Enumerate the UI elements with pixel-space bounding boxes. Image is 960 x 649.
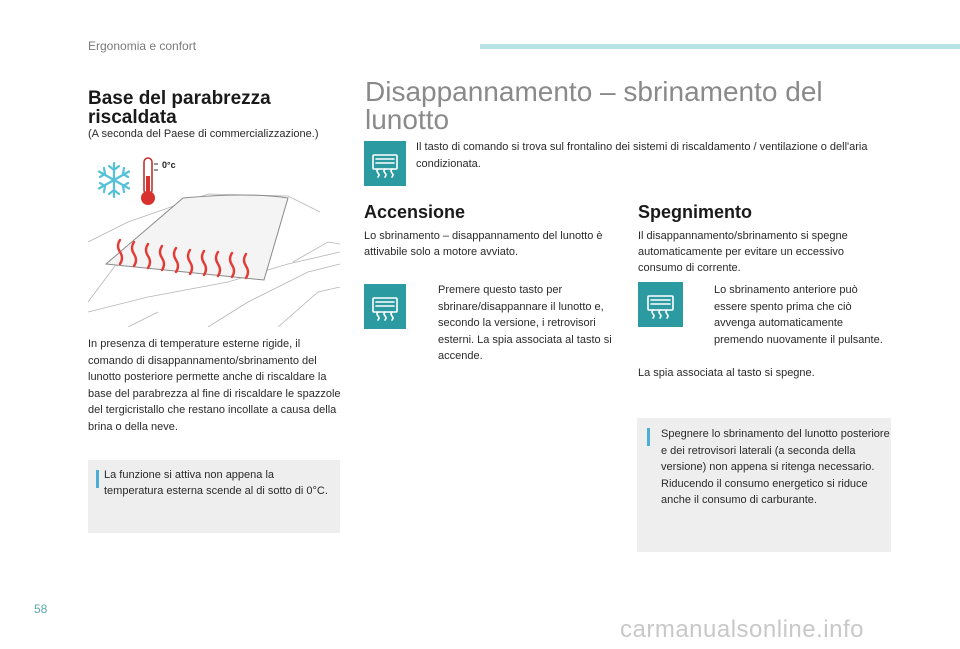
info-marker-left — [96, 470, 99, 488]
thermometer-icon — [141, 158, 158, 205]
section-header: Ergonomia e confort — [88, 39, 197, 53]
info-box-left-text: La funzione si attiva non appena la temperatura esterna scende al di sotto di 0°C. — [104, 469, 328, 497]
heated-windscreen-title: Base del parabrezza riscaldata — [88, 88, 271, 128]
windscreen-outline — [106, 195, 288, 280]
spegnimento-bullet-text: Lo sbrinamento anteriore può essere spento prima che ciò avvenga automaticamente premendo nuovamente il pulsante. — [714, 284, 883, 346]
front-defrost-button-icon — [638, 282, 683, 327]
header-accent-bar — [480, 44, 960, 49]
control-location-text: Il tasto di comando si trova sul frontalino dei sistemi di riscaldamento / ventilazione o dell'aria condizionata. — [416, 141, 868, 170]
windscreen-illustration — [88, 152, 340, 327]
country-note: (A seconda del Paese di commercializzazione.) — [88, 128, 319, 140]
watermark: carmanualsonline.info — [620, 616, 864, 643]
heated-windscreen-description: In presenza di temperature esterne rigide, il comando di disappannamento/sbrinamento del lunotto posteriore permette anche di riscaldare la base del parabrezza al fine di riscaldare le spazzole del tergicristallo che restano incollate a causa della brina o della neve. — [88, 338, 341, 433]
info-box-right-text: Spegnere lo sbrinamento del lunotto posteriore e dei retrovisori laterali (a seconda della versione) non appena si ritenga necessario. Riducendo il consumo energetico si riduce anche il consumo di carburante. — [661, 428, 890, 506]
info-marker-right — [647, 428, 650, 446]
spegnimento-text: Il disappannamento/sbrinamento si spegne automaticamente per evitare un eccessivo consumo di corrente. — [638, 230, 848, 274]
rear-defrost-button-icon — [364, 284, 406, 329]
accensione-heading: Accensione — [364, 202, 466, 222]
accensione-text: Lo sbrinamento – disappannamento del lunotto è attivabile solo a motore avviato. — [364, 230, 603, 258]
page-title: Disappannamento – sbrinamento del lunotto — [365, 76, 823, 135]
snowflake-icon — [99, 163, 129, 197]
page-number: 58 — [34, 602, 48, 616]
rear-defrost-icon — [364, 141, 406, 186]
spegnimento-after-text: La spia associata al tasto si spegne. — [638, 367, 815, 379]
accensione-bullet-text: Premere questo tasto per sbrinare/disappannare il lunotto e, secondo la versione, i retrovisori esterni. La spia associata al tasto si accende. — [438, 284, 612, 362]
spegnimento-heading: Spegnimento — [638, 202, 753, 222]
temperature-label: 0°c — [162, 160, 176, 170]
